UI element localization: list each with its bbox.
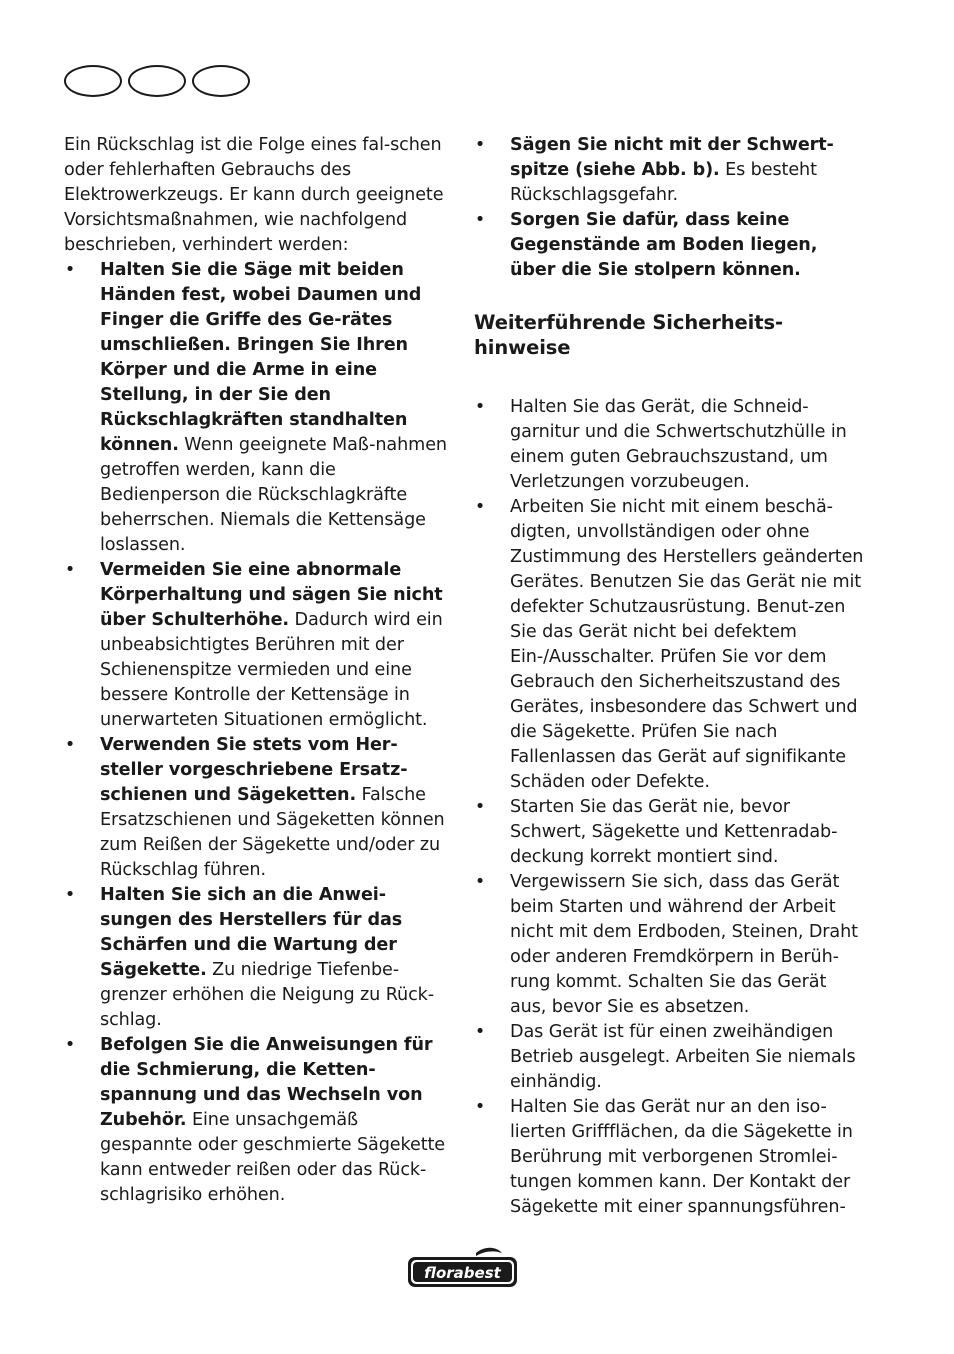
- list-item: [474, 1020, 868, 1095]
- item-bold: Halten Sie sich an die Anwei-sungen des Herstellers für das Schärfen und die Wartung der Sägekette.: [100, 885, 403, 980]
- item-text: Halten Sie das Gerät nur an den iso-lierten Griffflächen, da die Sägekette in Berührung mit verborgenen Stromlei-tungen kommen kann. Der Kontakt der Sägekette mit einer spannungsführen-: [510, 1097, 853, 1217]
- bullet-icon: •: [64, 885, 76, 905]
- item-text: Es besteht Rückschlagsgefahr.: [510, 160, 817, 205]
- item-text: Das Gerät ist für einen zweihändigen Betrieb ausgelegt. Arbeiten Sie niemals einhändig.: [510, 1022, 856, 1092]
- item-bold: Sorgen Sie dafür, dass keine Gegenstände am Boden liegen, über die Sie stolpern können.: [510, 210, 818, 280]
- bullet-icon: •: [474, 797, 486, 817]
- list-item: [474, 495, 868, 795]
- bullet-icon: •: [474, 135, 486, 155]
- list-item: [474, 395, 868, 495]
- language-ovals: [64, 65, 254, 99]
- list-item: [64, 1033, 454, 1208]
- list-item: [474, 795, 868, 870]
- svg-text:florabest: florabest: [424, 1264, 501, 1282]
- list-item: [64, 258, 454, 558]
- item-text: Vergewissern Sie sich, dass das Gerät beim Starten und während der Arbeit nicht mit dem Erdboden, Steinen, Draht oder anderen Fremdkörpern in Berüh-rung kommt. Schalten Sie das Gerät aus, bevor Sie es absetzen.: [510, 872, 858, 1017]
- left-bullet-list: [64, 258, 454, 1208]
- florabest-logo: [406, 1247, 519, 1289]
- bullet-icon: •: [474, 497, 486, 517]
- item-bold: Vermeiden Sie eine abnormale Körperhaltung und sägen Sie nicht über Schulterhöhe.: [100, 560, 443, 630]
- list-item: [64, 733, 454, 883]
- list-item: [64, 883, 454, 1033]
- right-bullet-list: [474, 133, 868, 283]
- item-text: Starten Sie das Gerät nie, bevor Schwert, Sägekette und Kettenradab-deckung korrekt montiert sind.: [510, 797, 838, 867]
- bullet-icon: •: [474, 1022, 486, 1042]
- left-column: [64, 133, 454, 1208]
- florabest-logo-graphic: [406, 1247, 519, 1289]
- safety-bullet-list: [474, 395, 868, 1220]
- bullet-icon: •: [474, 1097, 486, 1117]
- list-item: [64, 558, 454, 733]
- bullet-icon: •: [64, 560, 76, 580]
- language-oval-3: [192, 65, 250, 97]
- section-heading: [474, 310, 868, 360]
- section-heading-text: Weiterführende Sicherheits-hinweise: [474, 311, 783, 359]
- language-oval-2: [128, 65, 186, 97]
- item-bold: Befolgen Sie die Anweisungen für die Schmierung, die Ketten-spannung und das Wechseln von Zubehör.: [100, 1035, 433, 1130]
- list-item: [474, 208, 868, 283]
- item-text: Wenn geeignete Maß-nahmen getroffen werden, kann die Bedienperson die Rückschlagkräfte beherrschen. Niemals die Kettensäge loslassen.: [100, 435, 447, 555]
- bullet-icon: •: [474, 872, 486, 892]
- list-item: [474, 1095, 868, 1220]
- item-text: Falsche Ersatzschienen und Sägeketten können zum Reißen der Sägekette und/oder zu Rückschlag führen.: [100, 785, 445, 880]
- intro-paragraph: Ein Rückschlag ist die Folge eines fal-schen oder fehlerhaften Gebrauchs des Elektrowerkzeugs. Er kann durch geeignete Vorsichtsmaßnahmen, wie nachfolgend beschrieben, verhindert werden:: [64, 135, 444, 255]
- bullet-icon: •: [64, 260, 76, 280]
- item-text: Zu niedrige Tiefenbe-grenzer erhöhen die Neigung zu Rück-schlag.: [100, 960, 435, 1030]
- item-bold: Verwenden Sie stets vom Her-steller vorgeschriebene Ersatz-schienen und Sägeketten.: [100, 735, 408, 805]
- bullet-icon: •: [474, 397, 486, 417]
- item-text: Eine unsachgemäß gespannte oder geschmierte Sägekette kann entweder reißen oder das Rück-schlagrisiko erhöhen.: [100, 1110, 446, 1205]
- item-bold: Sägen Sie nicht mit der Schwert-spitze (siehe Abb. b).: [510, 135, 834, 180]
- item-text: Halten Sie das Gerät, die Schneid-garnitur und die Schwertschutzhülle in einem guten Gebrauchszustand, um Verletzungen vorzubeugen.: [510, 397, 847, 492]
- bullet-icon: •: [64, 1035, 76, 1055]
- item-bold: Halten Sie die Säge mit beiden Händen fest, wobei Daumen und Finger die Griffe des Ge-rätes umschließen. Bringen Sie Ihren Körper und die Arme in eine Stellung, in der Sie den Rückschlagkräften standhalten können.: [100, 260, 422, 455]
- right-column: [474, 133, 868, 1220]
- list-item: [474, 133, 868, 208]
- bullet-icon: •: [64, 735, 76, 755]
- language-oval-1: [64, 65, 122, 97]
- list-item: [474, 870, 868, 1020]
- bullet-icon: •: [474, 210, 486, 230]
- item-text: Dadurch wird ein unbeabsichtigtes Berühren mit der Schienenspitze vermieden und eine bessere Kontrolle der Kettensäge in unerwarteten Situationen ermöglicht.: [100, 610, 443, 730]
- item-text: Arbeiten Sie nicht mit einem beschä-digten, unvollständigen oder ohne Zustimmung des Herstellers geänderten Gerätes. Benutzen Sie das Gerät nie mit defekter Schutzausrüstung. Benut-zen Sie das Gerät nicht bei defektem Ein-/Ausschalter. Prüfen Sie vor dem Gebrauch den Sicherheitszustand des Gerätes, insbesondere das Schwert und die Sägekette. Prüfen Sie nach Fallenlassen das Gerät auf signifikante Schäden oder Defekte.: [510, 497, 864, 792]
